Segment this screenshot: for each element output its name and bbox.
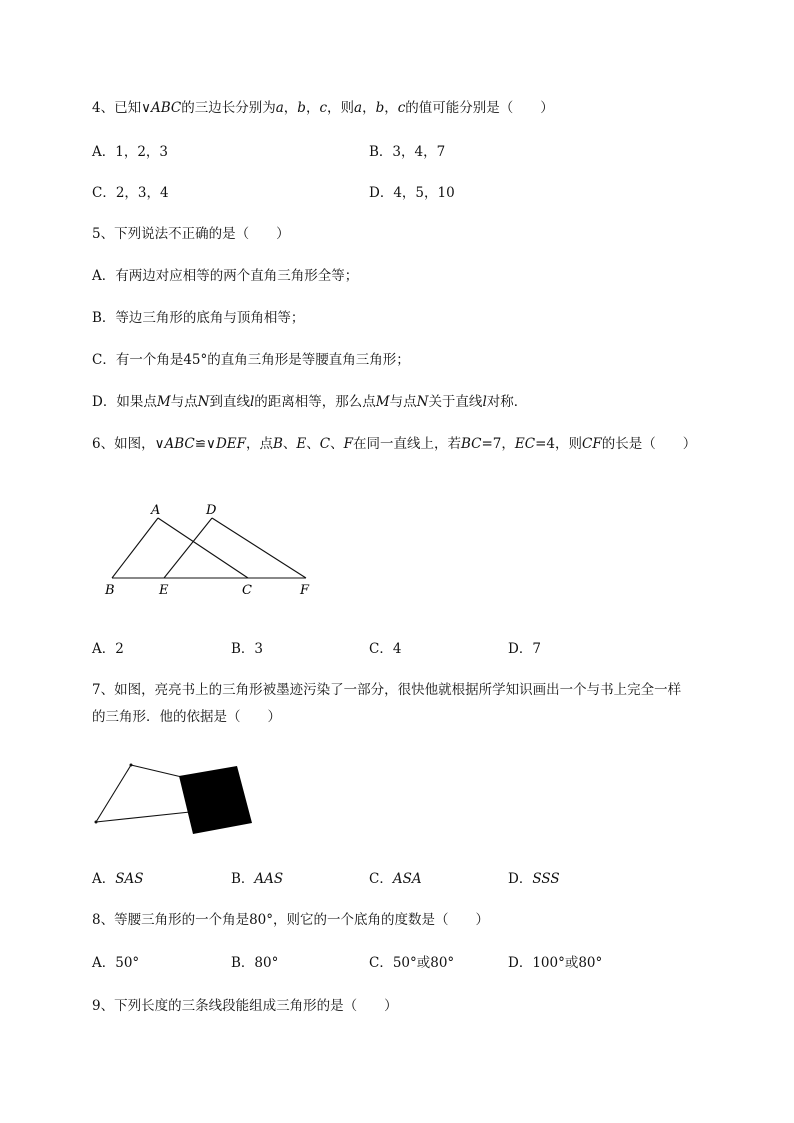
q7-stem-line1: 7、如图，亮亮书上的三角形被墨迹污染了一部分，很快他就根据所学知识画出一个与书上完全一样: [92, 682, 682, 698]
q6-stem-text: =4，则: [535, 436, 582, 452]
q4-stem: [92, 98, 554, 118]
q5d-var: N: [197, 394, 210, 410]
q4-stem-text: ，: [283, 100, 298, 116]
q5d-text: D．如果点: [92, 394, 157, 410]
q6-label-e: E: [159, 583, 169, 598]
q6-option-a: A．2: [92, 641, 124, 657]
q4-option-b: B．3，4，7: [369, 144, 446, 160]
q5d-text: 与点: [389, 394, 417, 410]
q5d-text: 与点: [170, 394, 198, 410]
ink-blot-icon: [179, 766, 252, 834]
q4-var: a: [275, 100, 284, 116]
q8-stem: 8、等腰三角形的一个角是80°，则它的一个底角的度数是（ ）: [92, 912, 490, 928]
q4-stem-text: 的三边长分别为: [181, 100, 276, 116]
q4-stem-text: ，则: [327, 100, 355, 116]
q6-var: DEF: [215, 436, 246, 452]
q6-var: CF: [582, 436, 602, 452]
q6-option-b: B．3: [231, 641, 264, 657]
q7-option-value: AAS: [254, 871, 284, 887]
q8-option-a: A．50°: [92, 955, 140, 971]
q9-stem: 9、下列长度的三条线段能组成三角形的是（ ）: [92, 998, 398, 1014]
q6-label-c: C: [242, 583, 252, 598]
q6-stem-text: 、: [306, 436, 320, 452]
q4-var: b: [297, 100, 306, 116]
q6-var: ABC: [164, 436, 195, 452]
q6-label-b: B: [105, 583, 115, 598]
q7-vertex-dot: [130, 764, 133, 767]
q5d-text: 关于直线: [428, 394, 483, 410]
q4-option-c: C．2，3，4: [92, 185, 169, 201]
q6-stem-text: 、: [330, 436, 344, 452]
q6-var: B: [272, 436, 283, 452]
q6-segment-ed: [164, 518, 212, 578]
q7-option-value: ASA: [392, 871, 422, 887]
q7-option-value: SAS: [115, 871, 144, 887]
q6-segment-ba: [112, 518, 158, 578]
q6-option-c: C．4: [369, 641, 402, 657]
q6-stem-text: 、: [282, 436, 297, 452]
q6-stem-text: ≌∨: [194, 436, 216, 452]
q7-vertex-dot: [95, 821, 98, 824]
q7-option-prefix: B．: [231, 871, 255, 887]
q8-option-c: C．50°或80°: [369, 955, 455, 971]
q7-side-bottom: [96, 812, 190, 822]
q4-option-d: D．4，5，10: [369, 185, 455, 201]
q7-option-d: [508, 869, 560, 889]
q8-option-b: B．80°: [231, 955, 279, 971]
q4-stem-text: ，: [384, 100, 398, 116]
q4-var: a: [354, 100, 363, 116]
q4-option-a: A．1，2，3: [92, 144, 169, 160]
q6-stem-text: 的长是（ ）: [601, 436, 697, 452]
q6-segment-df: [212, 518, 306, 578]
q7-option-a: [92, 869, 144, 889]
q4-var: ABC: [150, 100, 182, 116]
q5d-text: 到直线: [209, 394, 250, 410]
q7-option-b: [231, 869, 283, 889]
q5d-var: M: [156, 394, 171, 410]
q5d-var: l: [482, 394, 487, 410]
q6-label-f: F: [300, 583, 310, 598]
q5-option-d: [92, 392, 527, 412]
q6-stem-text: 6、如图，∨: [92, 436, 165, 452]
q6-option-d: D．7: [508, 641, 541, 657]
q6-stem-text: 在同一直线上，若: [352, 436, 461, 452]
q6-var: BC: [460, 436, 482, 452]
q6-stem-text: =7，: [481, 436, 515, 452]
q7-side-left: [96, 765, 131, 822]
q6-label-a: A: [151, 503, 161, 518]
q4-var: c: [397, 100, 406, 116]
q6-segment-ac: [158, 518, 248, 578]
q6-var: EC: [514, 436, 536, 452]
q4-stem-text: 4、已知∨: [92, 100, 151, 116]
q5-option-b: B．等边三角形的底角与顶角相等；: [92, 310, 305, 326]
q4-stem-text: ，: [362, 100, 376, 116]
q6-stem-text: ，点: [245, 436, 273, 452]
q5-stem: 5、下列说法不正确的是（ ）: [92, 226, 290, 242]
q5d-text: 的距离相等，那么点: [254, 394, 376, 410]
q7-option-value: SSS: [532, 871, 560, 887]
q7-option-c: [369, 869, 422, 889]
q7-stem-line2: 的三角形．他的依据是（ ）: [92, 709, 281, 725]
q7-option-prefix: C．: [369, 871, 393, 887]
q5-option-a: A．有两边对应相等的两个直角三角形全等；: [92, 268, 359, 284]
q5d-var: l: [249, 394, 255, 410]
q7-side-top: [131, 765, 186, 778]
q4-stem-text: 的值可能分别是（ ）: [405, 100, 554, 116]
q6-stem: [92, 434, 696, 454]
q6-var: F: [343, 436, 353, 452]
q5-option-c: C．有一个角是45°的直角三角形是等腰直角三角形；: [92, 352, 410, 368]
q7-option-prefix: D．: [508, 871, 533, 887]
q6-var: C: [319, 436, 331, 452]
q5d-var: M: [375, 394, 390, 410]
q7-option-prefix: A．: [92, 871, 116, 887]
q6-var: E: [296, 436, 307, 452]
q4-stem-text: ，: [305, 100, 320, 116]
q5d-text: 对称．: [486, 394, 528, 410]
q5d-var: N: [416, 394, 429, 410]
q8-option-d: D．100°或80°: [508, 955, 603, 971]
q6-label-d: D: [206, 503, 217, 518]
q4-var: b: [375, 100, 385, 116]
q4-var: c: [319, 100, 328, 116]
